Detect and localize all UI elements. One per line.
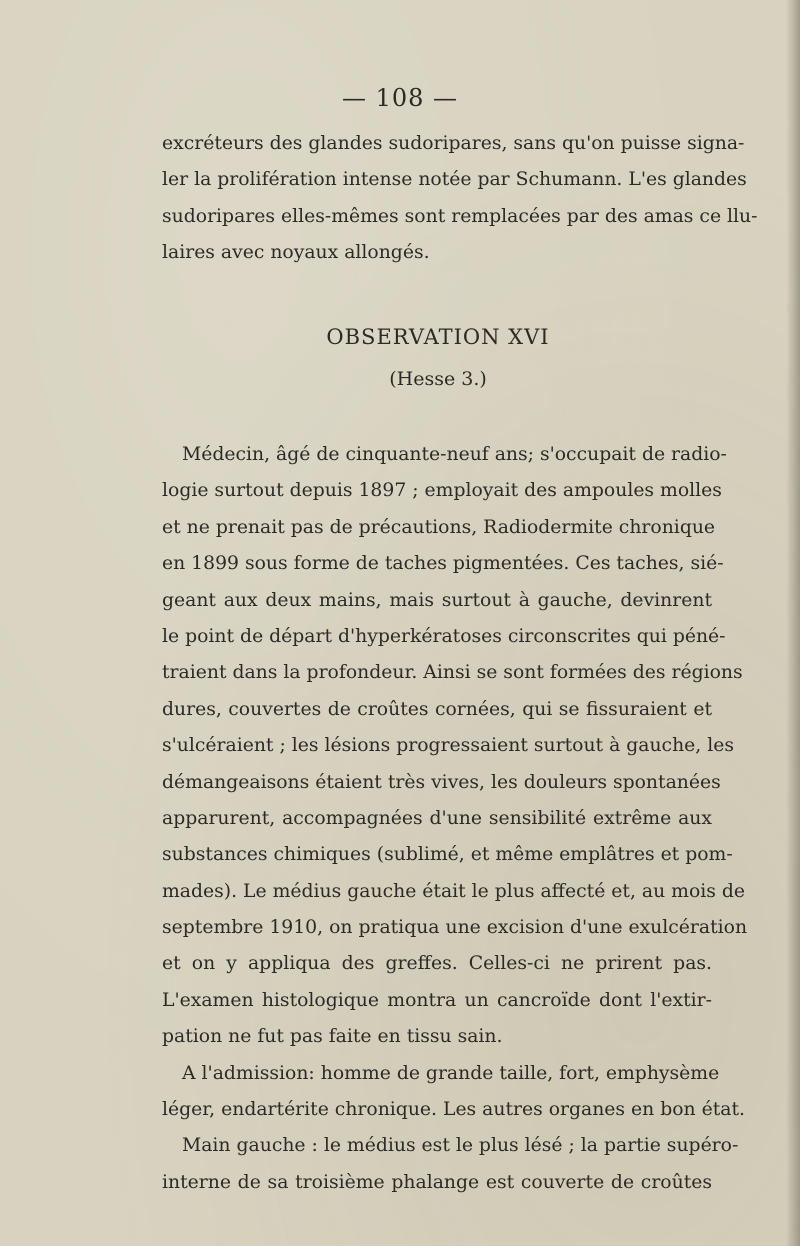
text-line: mades). Le médius gauche était le plus affecté et, au mois de	[162, 880, 746, 902]
text-line: logie surtout depuis 1897 ; employait des ampoules molles	[162, 480, 722, 502]
text-line: L'examen histologique montra un cancroïde dont l'extir-	[162, 989, 712, 1011]
observation-source: (Hesse 3.)	[389, 368, 487, 390]
text-line: ler la prolifération intense notée par Schumann. L'es glandes	[162, 169, 747, 191]
observation-title: OBSERVATION XVI	[326, 325, 550, 349]
page-edge-shadow	[786, 0, 800, 1246]
text-line: et on y appliqua des greffes. Celles-ci ne prirent pas.	[162, 953, 712, 975]
text-line: léger, endartérite chronique. Les autres organes en bon état.	[162, 1099, 745, 1121]
text-line: en 1899 sous forme de taches pigmentées. Ces taches, sié-	[162, 553, 724, 575]
text-line: laires avec noyaux allongés.	[162, 242, 430, 264]
text-line: geant aux deux mains, mais surtout à gauche, devinrent	[162, 589, 712, 611]
text-line: sudoripares elles-mêmes sont remplacées par des amas ce llu-	[162, 205, 758, 227]
text-line: substances chimiques (sublimé, et même emplâtres et pom-	[162, 844, 733, 866]
text-line: A l'admission: homme de grande taille, fort, emphysème	[182, 1062, 720, 1084]
text-line: et ne prenait pas de précautions, Radiodermite chronique	[162, 516, 716, 538]
text-line: dures, couvertes de croûtes cornées, qui se fissuraient et	[162, 698, 712, 720]
paragraph-continuation	[162, 126, 758, 272]
text-line: démangeaisons étaient très vives, les douleurs spontanées	[162, 771, 721, 793]
page-number: — 108 —	[341, 84, 459, 112]
observation-body	[162, 437, 748, 1201]
text-line: excréteurs des glandes sudoripares, sans qu'on puisse signa-	[162, 133, 745, 154]
text-line: le point de départ d'hyperkératoses circonscrites qui péné-	[162, 625, 726, 647]
text-line: Main gauche : le médius est le plus lésé ; la partie supéro-	[182, 1135, 739, 1157]
text-line: apparurent, accompagnées d'une sensibilité extrême aux	[162, 807, 712, 829]
text-line: septembre 1910, on pratiqua une excision d'une exulcération	[162, 917, 748, 939]
text-line: interne de sa troisième phalange est couverte de croûtes	[162, 1171, 712, 1193]
text-line: pation ne fut pas faite en tissu sain.	[162, 1026, 503, 1048]
text-line: Médecin, âgé de cinquante-neuf ans; s'occupait de radio-	[182, 444, 727, 465]
text-line: traient dans la profondeur. Ainsi se sont formées des régions	[162, 662, 743, 684]
text-line: s'ulcéraient ; les lésions progressaient surtout à gauche, les	[162, 735, 734, 757]
